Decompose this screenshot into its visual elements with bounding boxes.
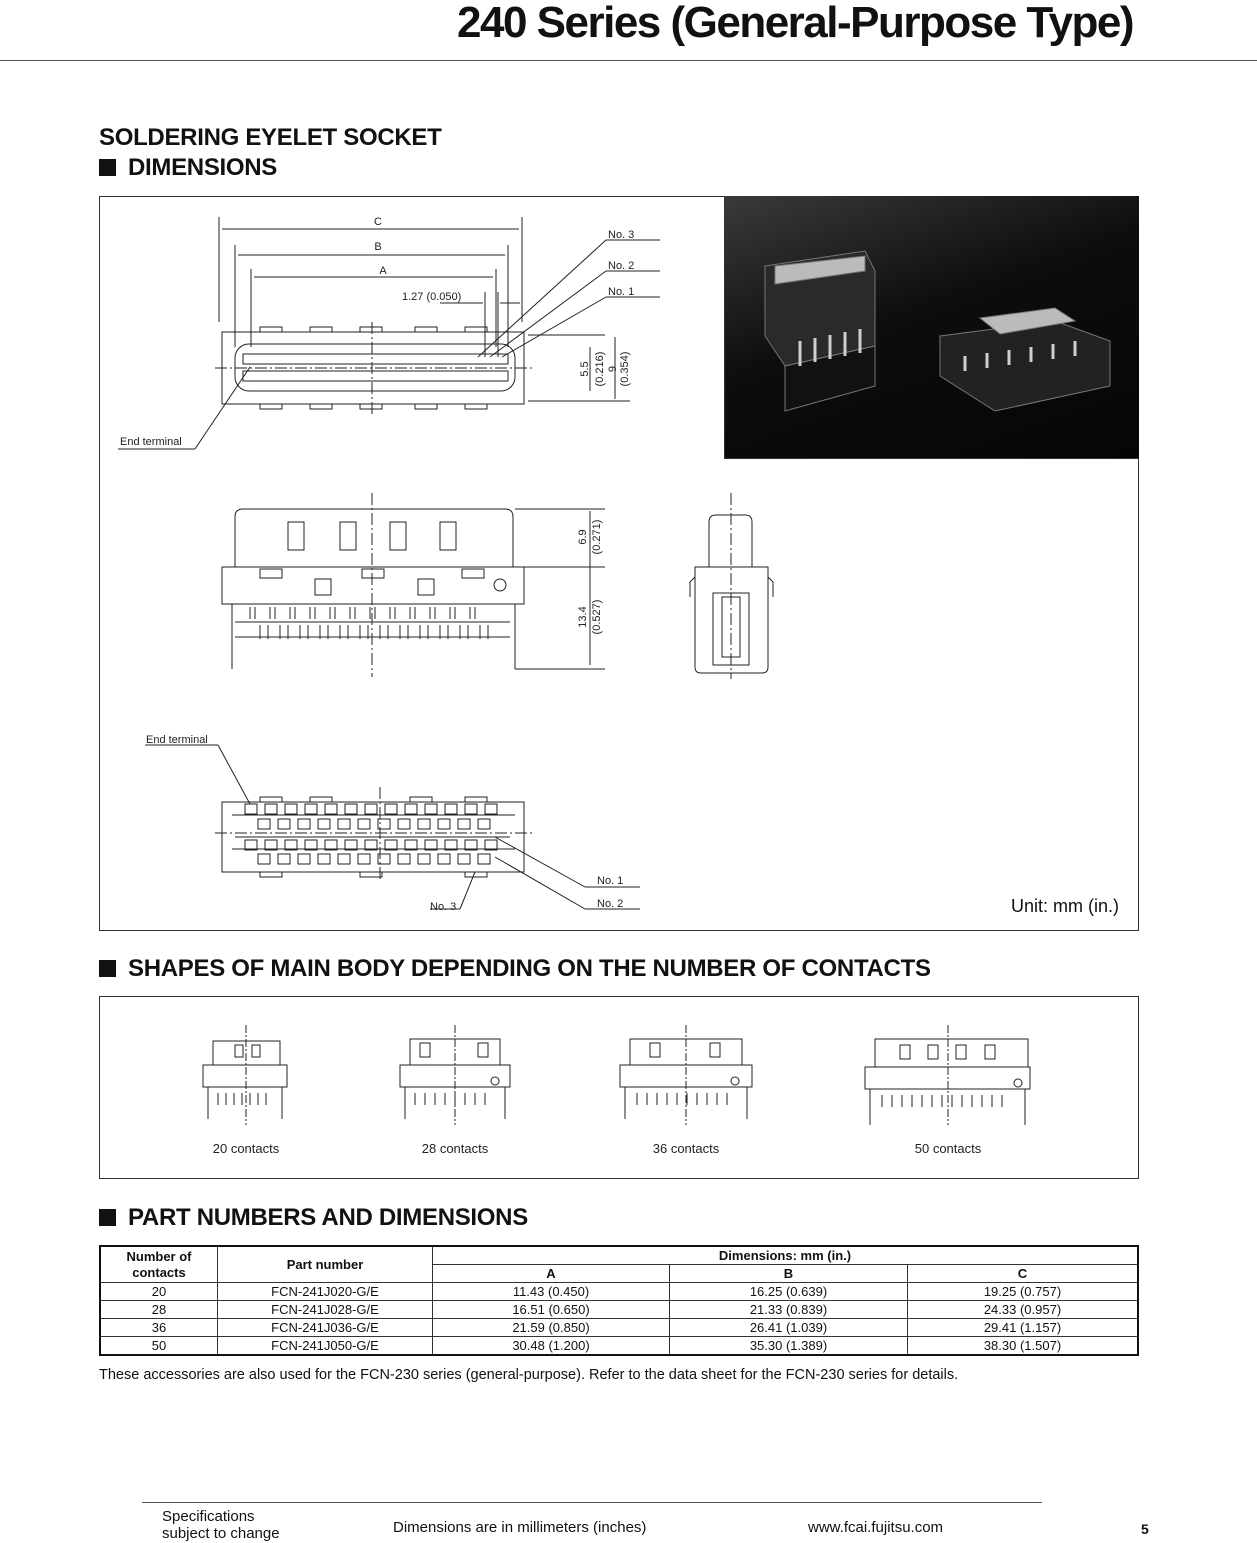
footer-spec-line2: subject to change xyxy=(162,1525,280,1542)
dim-h4: 13.4 xyxy=(577,606,589,628)
dim-h3: 6.9 xyxy=(577,529,589,545)
header-contacts: Number of contacts xyxy=(100,1246,218,1283)
dim-h4-in: (0.527) xyxy=(591,599,603,635)
unit-label: Unit: mm (in.) xyxy=(1011,896,1119,916)
cell-contacts: 20 xyxy=(100,1283,218,1301)
cell-a: 30.48 (1.200) xyxy=(433,1337,670,1356)
front-view xyxy=(222,493,605,677)
header-b: B xyxy=(670,1265,908,1283)
header-part-number: Part number xyxy=(218,1246,433,1283)
shape-20-contacts xyxy=(203,1025,287,1125)
shape-label-50: 50 contacts xyxy=(914,1141,982,1156)
cell-b: 35.30 (1.389) xyxy=(670,1337,908,1356)
shapes-box xyxy=(99,996,1139,1179)
product-photo xyxy=(724,196,1139,459)
accessories-note: These accessories are also used for the FCN-230 series (general-purpose). Refer to the data sheet for the FCN-230 series for details. xyxy=(99,1367,959,1383)
section-title-part-numbers xyxy=(99,1204,528,1232)
table-row xyxy=(100,1301,1138,1319)
cell-contacts: 36 xyxy=(100,1319,218,1337)
cell-b: 21.33 (0.839) xyxy=(670,1301,908,1319)
dim-a-label: A xyxy=(379,265,387,277)
part-numbers-heading-text: PART NUMBERS AND DIMENSIONS xyxy=(128,1204,528,1231)
pitch-label: 1.27 (0.050) xyxy=(402,291,462,303)
footer-dimensions-note: Dimensions are in millimeters (inches) xyxy=(393,1519,647,1536)
cell-c: 24.33 (0.957) xyxy=(908,1301,1139,1319)
bottom-view xyxy=(145,745,640,909)
cell-part: FCN-241J050-G/E xyxy=(218,1337,433,1356)
part-numbers-table xyxy=(99,1245,1139,1356)
shape-28-contacts xyxy=(400,1025,510,1125)
cell-b: 16.25 (0.639) xyxy=(670,1283,908,1301)
cell-part: FCN-241J020-G/E xyxy=(218,1283,433,1301)
cell-c: 38.30 (1.507) xyxy=(908,1337,1139,1356)
end-terminal-label-bottom: End terminal xyxy=(146,734,208,746)
table-row xyxy=(100,1319,1138,1337)
cell-a: 11.43 (0.450) xyxy=(433,1283,670,1301)
table-row xyxy=(100,1337,1138,1356)
dimension-lines-top xyxy=(219,217,522,357)
header-c: C xyxy=(908,1265,1139,1283)
cell-contacts: 28 xyxy=(100,1301,218,1319)
table-row xyxy=(100,1283,1138,1301)
cell-a: 21.59 (0.850) xyxy=(433,1319,670,1337)
dim-c-label: C xyxy=(374,216,382,228)
footer-rule xyxy=(142,1502,1042,1503)
shapes-drawing xyxy=(100,997,1140,1180)
page-title: 240 Series (General-Purpose Type) xyxy=(457,0,1133,47)
no1-label-bottom: No. 1 xyxy=(597,875,624,887)
no1-label-top: No. 1 xyxy=(608,286,635,298)
dim-b-label: B xyxy=(374,241,382,253)
page-number: 5 xyxy=(1141,1521,1149,1537)
shape-label-28: 28 contacts xyxy=(421,1141,489,1156)
cell-contacts: 50 xyxy=(100,1337,218,1356)
top-view xyxy=(215,322,535,415)
end-terminal-label-top: End terminal xyxy=(120,436,182,448)
section-title-shapes xyxy=(99,955,931,983)
header-dimensions: Dimensions: mm (in.) xyxy=(433,1246,1139,1265)
shape-label-20: 20 contacts xyxy=(212,1141,280,1156)
connector-photo-illustration xyxy=(725,196,1139,459)
dimensions-heading-text: DIMENSIONS xyxy=(128,154,278,181)
no3-label-top: No. 3 xyxy=(608,229,635,241)
table-header-row xyxy=(100,1246,1138,1265)
section-title-socket: SOLDERING EYELET SOCKET xyxy=(99,124,442,151)
dim-h1-in: (0.216) xyxy=(594,351,606,387)
dim-h2: 9 xyxy=(607,365,619,373)
title-rule xyxy=(0,60,1257,61)
header-a: A xyxy=(433,1265,670,1283)
shape-50-contacts xyxy=(865,1025,1030,1125)
dim-h3-in: (0.271) xyxy=(591,519,603,555)
shape-label-36: 36 contacts xyxy=(652,1141,720,1156)
cell-a: 16.51 (0.650) xyxy=(433,1301,670,1319)
square-bullet-icon xyxy=(99,960,116,977)
no3-label-bottom: No. 3 xyxy=(430,901,457,913)
square-bullet-icon xyxy=(99,159,116,176)
cell-c: 19.25 (0.757) xyxy=(908,1283,1139,1301)
footer-url[interactable]: www.fcai.fujitsu.com xyxy=(808,1519,944,1536)
cell-part: FCN-241J028-G/E xyxy=(218,1301,433,1319)
footer-spec-line1: Specifications xyxy=(162,1508,255,1525)
no2-label-top: No. 2 xyxy=(608,260,635,272)
shapes-heading-text: SHAPES OF MAIN BODY DEPENDING ON THE NUMBER OF CONTACTS xyxy=(128,955,931,982)
cell-c: 29.41 (1.157) xyxy=(908,1319,1139,1337)
side-view xyxy=(690,493,773,679)
square-bullet-icon xyxy=(99,1209,116,1226)
section-title-dimensions xyxy=(99,154,277,182)
dim-h1: 5.5 xyxy=(579,361,591,377)
cell-part: FCN-241J036-G/E xyxy=(218,1319,433,1337)
cell-b: 26.41 (1.039) xyxy=(670,1319,908,1337)
dim-h2-in: (0.354) xyxy=(619,351,631,387)
no2-label-bottom: No. 2 xyxy=(597,898,624,910)
shape-36-contacts xyxy=(620,1025,752,1125)
